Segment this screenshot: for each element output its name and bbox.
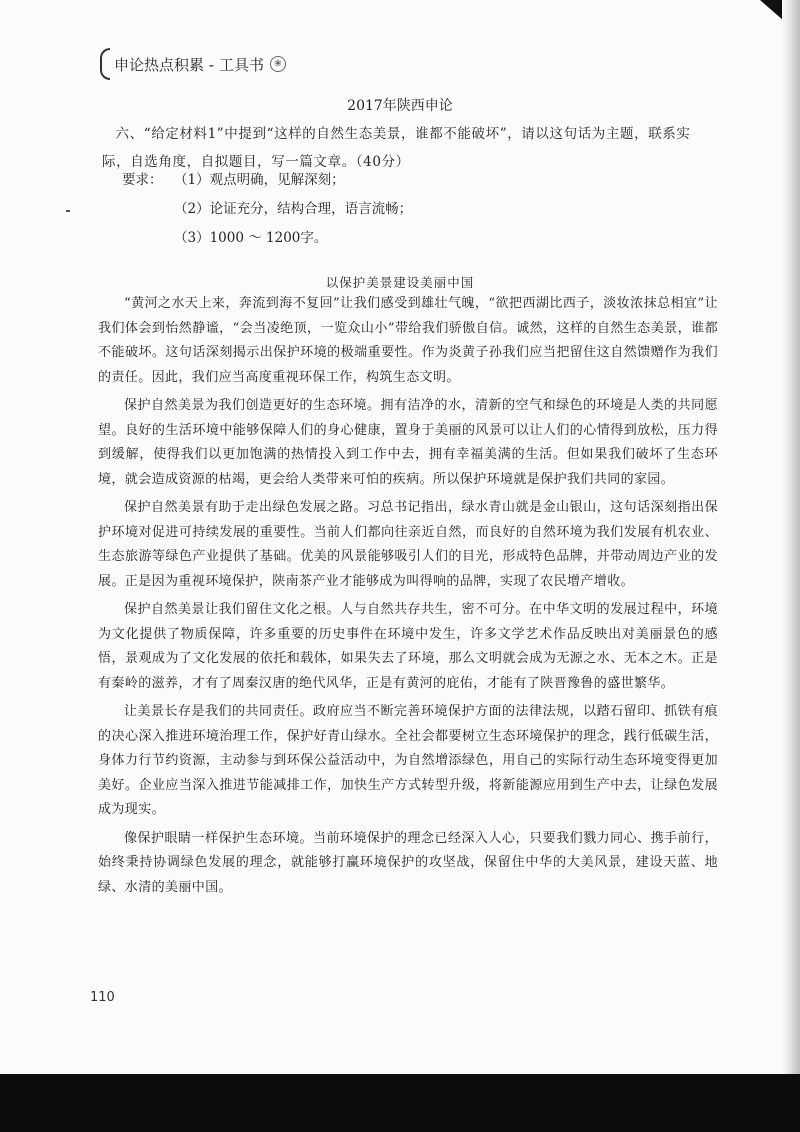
book-header (100, 46, 286, 82)
requirement-row (122, 166, 682, 195)
scan-speck (66, 210, 70, 212)
essay-paragraph: 保护自然美景让我们留住文化之根。人与自然共存共生，密不可分。在中华文明的发展过程中，环境为文化提供了物质保障，许多重要的历史事件在环境中发生，许多文学艺术作品反映出对美丽景色的感悟，景观成为了文化发展的依托和载体，如果失去了环境，那么文明就会成为无源之水、无本之木。正是有秦岭的滋养，才有了周秦汉唐的绝代风华，正是有黄河的庇佑，才能有了陕晋豫鲁的盛世繁华。 (98, 602, 718, 691)
badge-icon: ❀ (270, 56, 286, 72)
essay-title: 以保护美景建设美丽中国 (325, 275, 475, 290)
page-number: 110 (90, 990, 115, 1005)
header-bracket-icon (100, 48, 110, 80)
requirement-row (122, 195, 682, 224)
essay-paragraph: 保护自然美景有助于走出绿色发展之路。习总书记指出，绿水青山就是金山银山，这句话深刻指出保护环境对促进可持续发展的重要性。当前人们都向往亲近自然，而良好的自然环境为我们发展有机农业、生态旅游等绿色产业提供了基础。优美的风景能够吸引人们的目光，形成特色品牌，并带动周边产业的发展。正是因为重视环境保护，陕南茶产业才能够成为叫得响的品牌，实现了农民增产增收。 (98, 500, 718, 589)
requirement-item: （1）观点明确，见解深刻； (174, 172, 345, 188)
requirements-label: 要求： (122, 172, 163, 188)
question-text: 六、“给定材料1”中提到“这样的自然生态美景，谁都不能破坏”，请以这句话为主题，联系实际，自选角度，自拟题目，写一篇文章。（40分） (102, 126, 691, 170)
requirement-row (122, 224, 682, 253)
requirement-item: （3）1000 ～ 1200字。 (174, 230, 328, 246)
scan-bottom-border (0, 1074, 800, 1132)
essay-paragraph: 保护自然美景为我们创造更好的生态环境。拥有洁净的水，清新的空气和绿色的环境是人类的共同愿望。良好的生活环境中能够保障人们的身心健康，置身于美丽的风景可以让人们的心情得到放松，压力得到缓解，使得我们以更加饱满的热情投入到工作中去，拥有幸福美满的生活。但如果我们破坏了生态环境，就会造成资源的枯竭，更会给人类带来可怕的疾病。所以保护环境就是保护我们共同的家园。 (98, 398, 718, 487)
essay-paragraph: 像保护眼睛一样保护生态环境。当前环境保护的理念已经深入人心，只要我们戮力同心、携手前行，始终秉持协调绿色发展的理念，就能够打赢环境保护的攻坚战，保留住中华的大美风景，建设天蓝、地绿、水清的美丽中国。 (98, 830, 718, 895)
requirements-block (122, 166, 682, 253)
header-title: 申论热点积累 - 工具书 (114, 55, 264, 74)
scan-page-edge (782, 0, 800, 1132)
requirement-item: （2）论证充分，结构合理，语言流畅； (174, 201, 413, 217)
exam-title: 2017年陕西申论 (347, 98, 453, 114)
essay-paragraph: “黄河之水天上来，奔流到海不复回”让我们感受到雄壮气魄，“欲把西湖比西子，淡妆浓抹总相宜”让我们体会到怡然静谧，“会当凌绝顶，一览众山小”带给我们骄傲自信。诚然，这样的自然生态美景，谁都不能破坏。这句话深刻揭示出保护环境的极端重要性。作为炎黄子孙我们应当把留住这自然馈赠作为我们的责任。因此，我们应当高度重视环保工作，构筑生态文明。 (98, 296, 718, 385)
essay-body (98, 292, 718, 904)
essay-paragraph: 让美景长存是我们的共同责任。政府应当不断完善环境保护方面的法律法规，以踏石留印、抓铁有痕的决心深入推进环境治理工作，保护好青山绿水。全社会都要树立生态环境保护的理念，践行低碳生活，身体力行节约资源，主动参与到环保公益活动中，为自然增添绿色，用自己的实际行动生态环境变得更加美好。企业应当深入推进节能减排工作，加快生产方式转型升级，将新能源应用到生产中去，让绿色发展成为现实。 (98, 704, 718, 817)
